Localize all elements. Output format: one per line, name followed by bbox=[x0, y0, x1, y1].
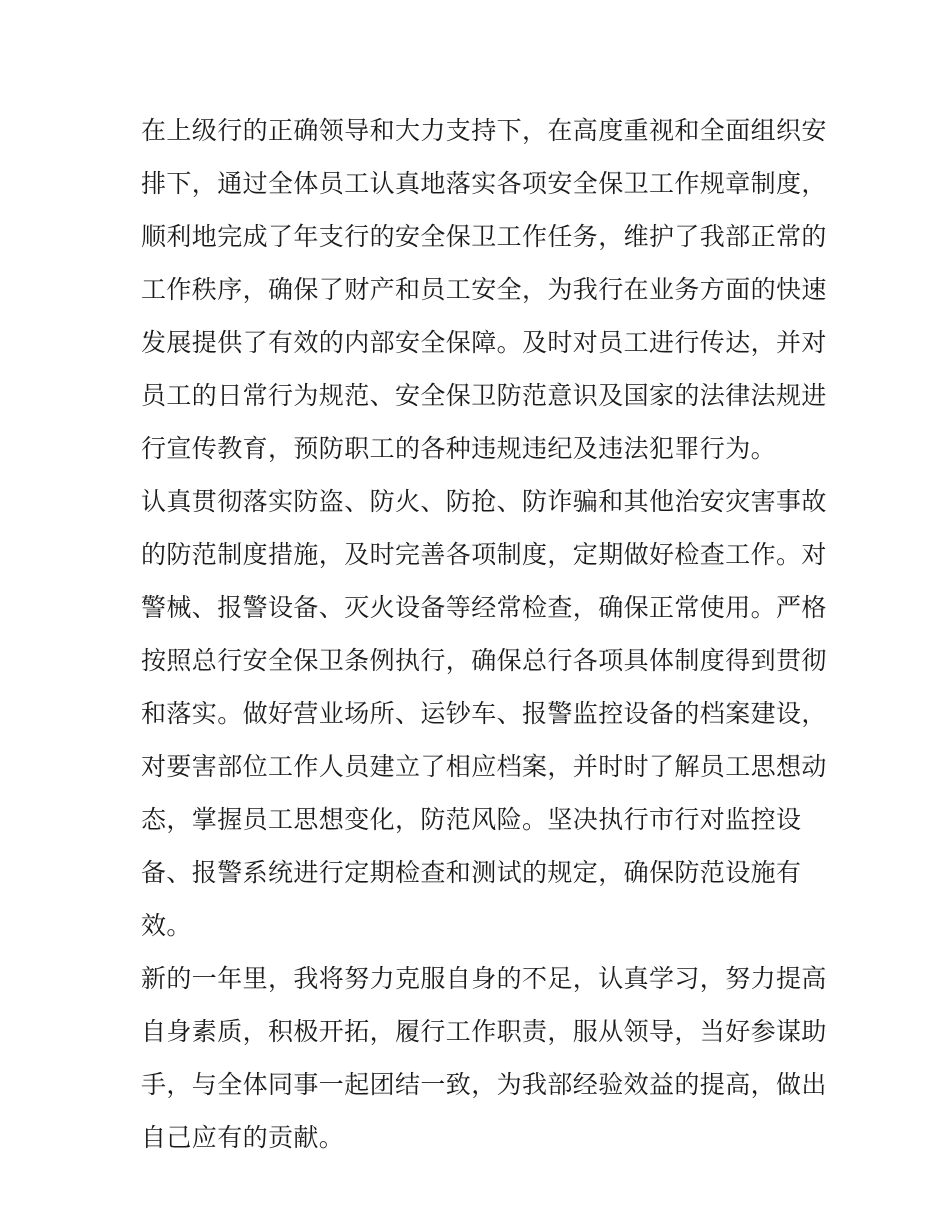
text-line: 手，与全体同事一起团结一致，为我部经验效益的提高，做出 bbox=[141, 1070, 827, 1099]
paragraph-security-achievements bbox=[141, 104, 827, 475]
text-line: 态，掌握员工思想变化，防范风险。坚决执行市行对监控设 bbox=[141, 805, 802, 834]
document-body bbox=[141, 104, 827, 1164]
text-line: 行宣传教育，预防职工的各种违规违纪及违法犯罪行为。 bbox=[141, 434, 777, 463]
text-line: 效。 bbox=[141, 911, 192, 940]
text-line: 工作秩序，确保了财产和员工安全，为我行在业务方面的快速 bbox=[141, 275, 827, 304]
text-line: 和落实。做好营业场所、运钞车、报警监控设备的档案建设， bbox=[141, 699, 827, 728]
text-line: 新的一年里，我将努力克服自身的不足，认真学习，努力提高 bbox=[141, 964, 827, 993]
text-line: 顺利地完成了年支行的安全保卫工作任务，维护了我部正常的 bbox=[141, 222, 827, 251]
text-line: 按照总行安全保卫条例执行，确保总行各项具体制度得到贯彻 bbox=[141, 646, 827, 675]
text-line: 排下，通过全体员工认真地落实各项安全保卫工作规章制度， bbox=[141, 169, 827, 198]
text-line: 自己应有的贡献。 bbox=[141, 1123, 345, 1152]
paragraph-prevention-measures bbox=[141, 475, 827, 952]
text-line: 对要害部位工作人员建立了相应档案，并时时了解员工思想动 bbox=[141, 752, 827, 781]
text-line: 在上级行的正确领导和大力支持下，在高度重视和全面组织安 bbox=[141, 116, 827, 145]
text-line: 员工的日常行为规范、安全保卫防范意识及国家的法律法规进 bbox=[141, 381, 827, 410]
text-line: 认真贯彻落实防盗、防火、防抢、防诈骗和其他治安灾害事故 bbox=[141, 487, 827, 516]
text-line: 备、报警系统进行定期检查和测试的规定，确保防范设施有 bbox=[141, 858, 802, 887]
text-line: 发展提供了有效的内部安全保障。及时对员工进行传达，并对 bbox=[141, 328, 827, 357]
paragraph-new-year-goals bbox=[141, 952, 827, 1164]
text-line: 自身素质，积极开拓，履行工作职责，服从领导，当好参谋助 bbox=[141, 1017, 827, 1046]
text-line: 的防范制度措施，及时完善各项制度，定期做好检查工作。对 bbox=[141, 540, 827, 569]
text-line: 警械、报警设备、灭火设备等经常检查，确保正常使用。严格 bbox=[141, 593, 827, 622]
